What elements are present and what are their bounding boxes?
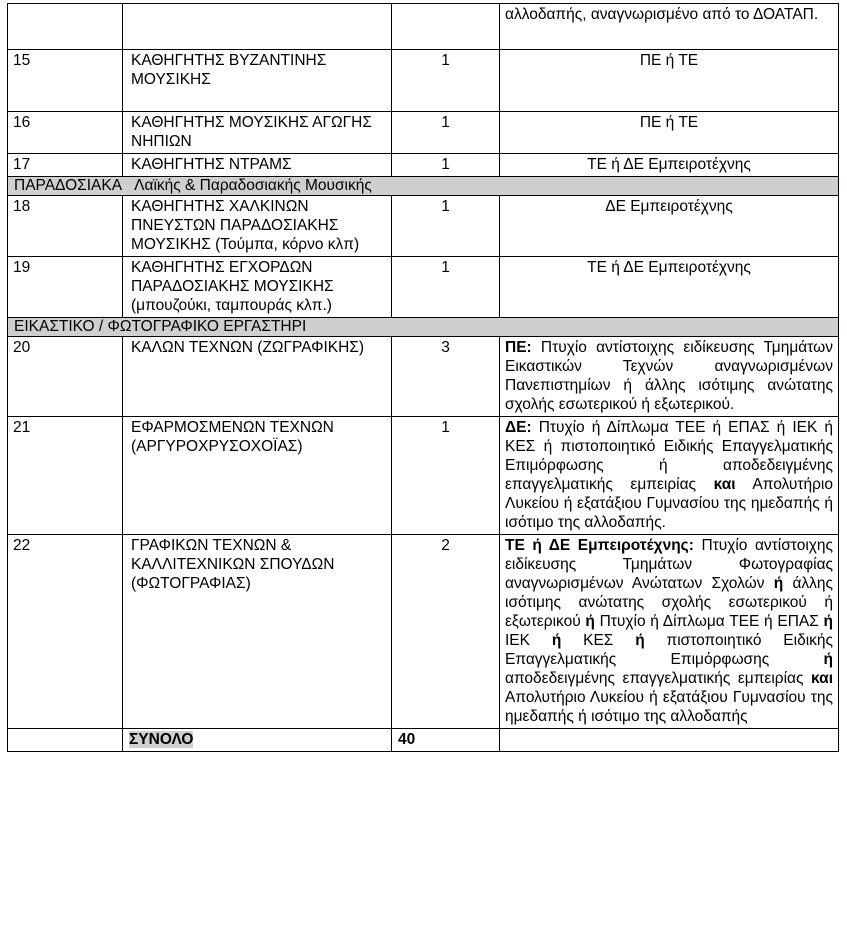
table-row xyxy=(8,257,839,318)
qualification-cell: ΠΕ ή ΤΕ xyxy=(500,112,839,154)
position-title: ΕΦΑΡΜΟΣΜΕΝΩΝ ΤΕΧΝΩΝ (ΑΡΓΥΡΟΧΡΥΣΟΧΟΪΑΣ) xyxy=(123,417,392,535)
position-count: 3 xyxy=(392,337,500,417)
position-title: ΚΑΛΩΝ ΤΕΧΝΩΝ (ΖΩΓΡΑΦΙΚΗΣ) xyxy=(123,337,392,417)
position-count: 1 xyxy=(392,257,500,318)
row-number: 17 xyxy=(8,154,123,177)
table-row xyxy=(8,112,839,154)
qualification-level: ΤΕ ή ΔΕ Εμπειροτέχνης: xyxy=(505,537,694,554)
table-row xyxy=(8,50,839,112)
position-title: ΚΑΘΗΓΗΤΗΣ ΕΓΧΟΡΔΩΝ ΠΑΡΑΔΟΣΙΑΚΗΣ ΜΟΥΣΙΚΗΣ (μπουζούκι, ταμπουράς κλπ.) xyxy=(123,257,392,318)
row-number: 18 xyxy=(8,196,123,257)
qualification-level: ΠΕ: xyxy=(505,339,532,356)
section-header-traditional xyxy=(8,177,839,196)
row-number: 22 xyxy=(8,535,123,729)
total-row xyxy=(8,729,839,752)
table-row xyxy=(8,417,839,535)
position-count: 1 xyxy=(392,196,500,257)
position-count: 1 xyxy=(392,50,500,112)
table-row xyxy=(8,337,839,417)
position-count: 2 xyxy=(392,535,500,729)
position-title: ΚΑΘΗΓΗΤΗΣ ΝΤΡΑΜΣ xyxy=(123,154,392,177)
section-label: ΕΙΚΑΣΤΙΚΟ / ΦΩΤΟΓΡΑΦΙΚΟ ΕΡΓΑΣΤΗΡΙ xyxy=(8,318,839,337)
qualification-level: ΔΕ: xyxy=(505,419,532,436)
position-title: ΚΑΘΗΓΗΤΗΣ ΧΑΛΚΙΝΩΝ ΠΝΕΥΣΤΩΝ ΠΑΡΑΔΟΣΙΑΚΗΣ ΜΟΥΣΙΚΗΣ (Τούμπα, κόρνο κλπ) xyxy=(123,196,392,257)
position-count: 1 xyxy=(392,154,500,177)
row-number: 16 xyxy=(8,112,123,154)
total-label: ΣΥΝΟΛΟ xyxy=(129,731,194,748)
row-number: 20 xyxy=(8,337,123,417)
row-number: 21 xyxy=(8,417,123,535)
qualification-cell: ΤΕ ή ΔΕ Εμπειροτέχνης xyxy=(500,257,839,318)
position-title: ΚΑΘΗΓΗΤΗΣ ΒΥΖΑΝΤΙΝΗΣ ΜΟΥΣΙΚΗΣ xyxy=(123,50,392,112)
row-number: 15 xyxy=(8,50,123,112)
qualification-cell: ΔΕ Εμπειροτέχνης xyxy=(500,196,839,257)
position-count: 1 xyxy=(392,417,500,535)
qualification-cell xyxy=(500,337,839,417)
qualification-cell: ΤΕ ή ΔΕ Εμπειροτέχνης xyxy=(500,154,839,177)
qualification-cell: αλλοδαπής, αναγνωρισμένο από το ΔΟΑΤΑΠ. xyxy=(500,4,839,50)
qualification-text: Πτυχίο αντίστοιχης ειδίκευσης Τμημάτων Εικαστικών Τεχνών αναγνωρισμένων Πανεπιστημίων ή άλλης ισότιμης ανώτατης σχολής εσωτερικού ή εξωτερικού. xyxy=(505,339,833,413)
table-row xyxy=(8,196,839,257)
section-sublabel: Λαϊκής & Παραδοσιακής Μουσικής xyxy=(134,177,372,194)
total-value: 40 xyxy=(392,729,500,752)
qualification-cell: ΠΕ ή ΤΕ xyxy=(500,50,839,112)
table-row xyxy=(8,4,839,50)
position-count: 1 xyxy=(392,112,500,154)
table-row xyxy=(8,154,839,177)
qualification-cell: ΤΕ ή ΔΕ Εμπειροτέχνης: Πτυχίο αντίστοιχης ειδίκευσης Τμημάτων Φωτογραφίας αναγνωρισμένων Ανώτατων Σχολών ή άλλης ισότιμης ανώτατης σχολής εσωτερικού ή εξωτερικού ή Πτυχίο ή Δίπλωμα ΤΕΕ ή ΕΠΑΣ ή ΙΕΚ ή ΚΕΣ ή πιστοποιητικό Ειδικής Επαγγελματικής Επιμόρφωσης ή αποδεδειγμένης επαγγελματικής εμπειρίας και Απολυτήριο Λυκείου ή εξατάξιου Γυμνασίου της ημεδαπής ή ισότιμο της αλλοδαπής xyxy=(500,535,839,729)
position-title: ΓΡΑΦΙΚΩΝ ΤΕΧΝΩΝ & ΚΑΛΛΙΤΕΧΝΙΚΩΝ ΣΠΟΥΔΩΝ (ΦΩΤΟΓΡΑΦΙΑΣ) xyxy=(123,535,392,729)
table-row xyxy=(8,535,839,729)
section-header-art xyxy=(8,318,839,337)
staff-positions-table xyxy=(7,3,839,752)
qualification-cell: ΔΕ: Πτυχίο ή Δίπλωμα ΤΕΕ ή ΕΠΑΣ ή ΙΕΚ ή ΚΕΣ ή πιστοποιητικό Ειδικής Επαγγελματικής Επιμόρφωσης ή αποδεδειγμένης επαγγελματικής εμπειρίας και Απολυτήριο Λυκείου ή εξατάξιου Γυμνασίου της ημεδαπής ή ισότιμο της αλλοδαπής. xyxy=(500,417,839,535)
row-number: 19 xyxy=(8,257,123,318)
section-label: ΠΑΡΑΔΟΣΙΑΚΑ xyxy=(14,177,123,194)
position-title: ΚΑΘΗΓΗΤΗΣ ΜΟΥΣΙΚΗΣ ΑΓΩΓΗΣ ΝΗΠΙΩΝ xyxy=(123,112,392,154)
